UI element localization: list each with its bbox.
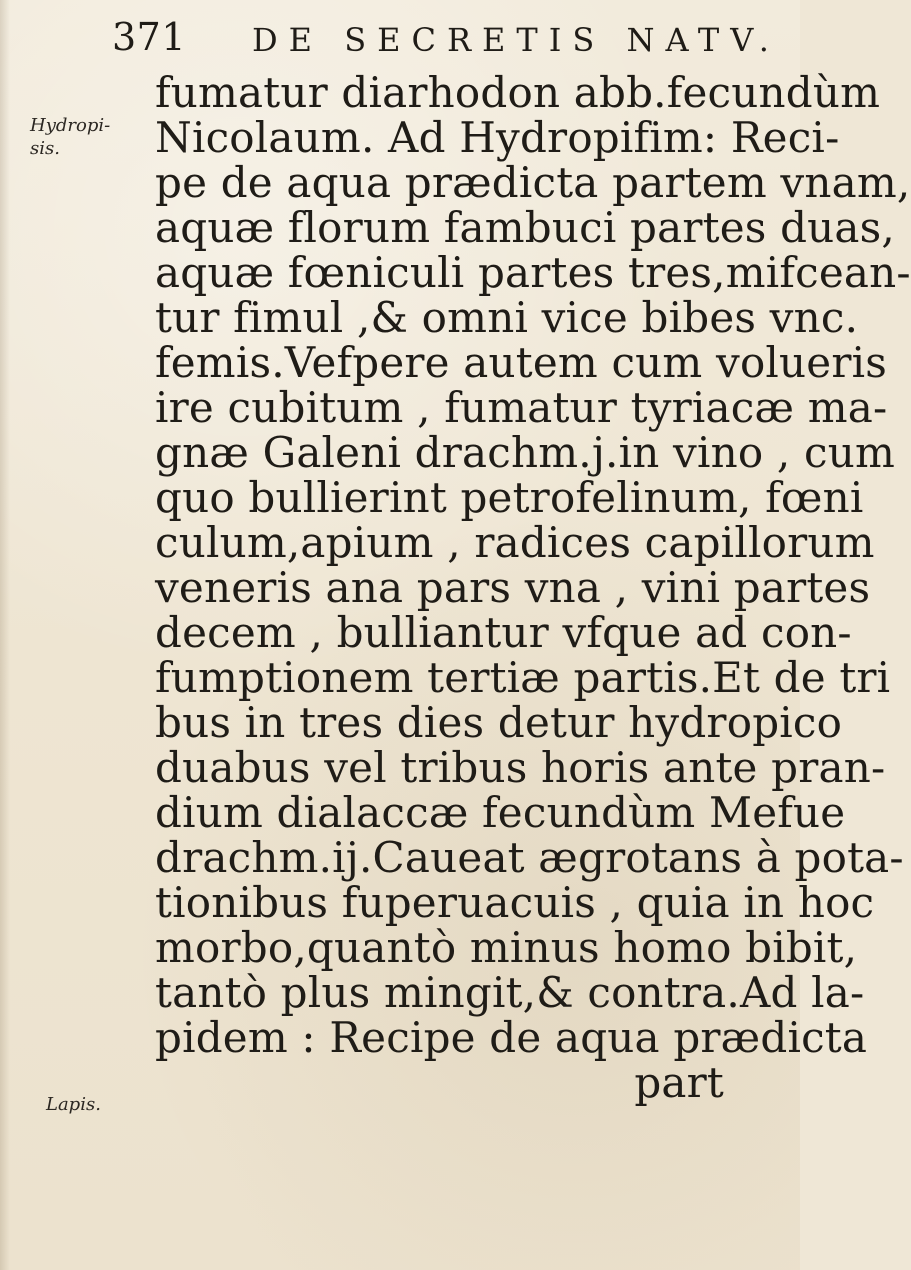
text-line: femis.Vefpere autem cum volueris <box>155 338 888 387</box>
text-line: aquæ fœniculi partes tres,mifcean- <box>155 248 911 297</box>
main-text-block <box>155 68 911 1107</box>
text-line: tantò plus mingit,& contra.Ad la- <box>155 968 865 1017</box>
text-line: tur fimul ,& omni vice bibes vnc. <box>155 293 859 342</box>
page-gutter-shadow <box>0 0 10 1270</box>
text-line: pidem : Recipe de aqua prædicta <box>155 1013 868 1062</box>
text-line: aquæ florum fambuci partes duas, <box>155 203 895 252</box>
text-line: gnæ Galeni drachm.j.in vino , cum <box>155 428 895 477</box>
text-line: bus in tres dies detur hydropico <box>155 698 843 747</box>
text-line: ire cubitum , fumatur tyriacæ ma- <box>155 383 888 432</box>
text-line: drachm.ij.Caueat ægrotans à pota- <box>155 833 904 882</box>
marginal-note-hydropisis: Hydropi- sis. <box>30 115 111 159</box>
page-header <box>0 15 800 68</box>
text-line: Nicolaum. Ad Hydropifim: Reci- <box>155 113 840 162</box>
running-head: DE SECRETIS NATV. <box>252 21 780 59</box>
text-line: culum,apium , radices capillorum <box>155 518 875 567</box>
text-line: pe de aqua prædicta partem vnam, <box>155 158 911 207</box>
text-line: tionibus fuperuacuis , quia in hoc <box>155 878 875 927</box>
text-line: duabus vel tribus horis ante pran- <box>155 743 886 792</box>
text-line: morbo,quantò minus homo bibit, <box>155 923 858 972</box>
text-line: decem , bulliantur vfque ad con- <box>155 608 852 657</box>
marginal-note-lapis: Lapis. <box>46 1094 101 1115</box>
text-line: fumatur diarhodon abb.fecundùm <box>155 68 881 117</box>
text-line: veneris ana pars vna , vini partes <box>155 563 871 612</box>
page-number: 371 <box>112 15 187 59</box>
text-line: dium dialaccæ fecundùm Mefue <box>155 788 846 837</box>
text-line: fumptionem tertiæ partis.Et de tri <box>155 653 891 702</box>
catchword: part <box>634 1058 724 1107</box>
text-line: quo bullierint petrofelinum, fœni <box>155 473 864 522</box>
